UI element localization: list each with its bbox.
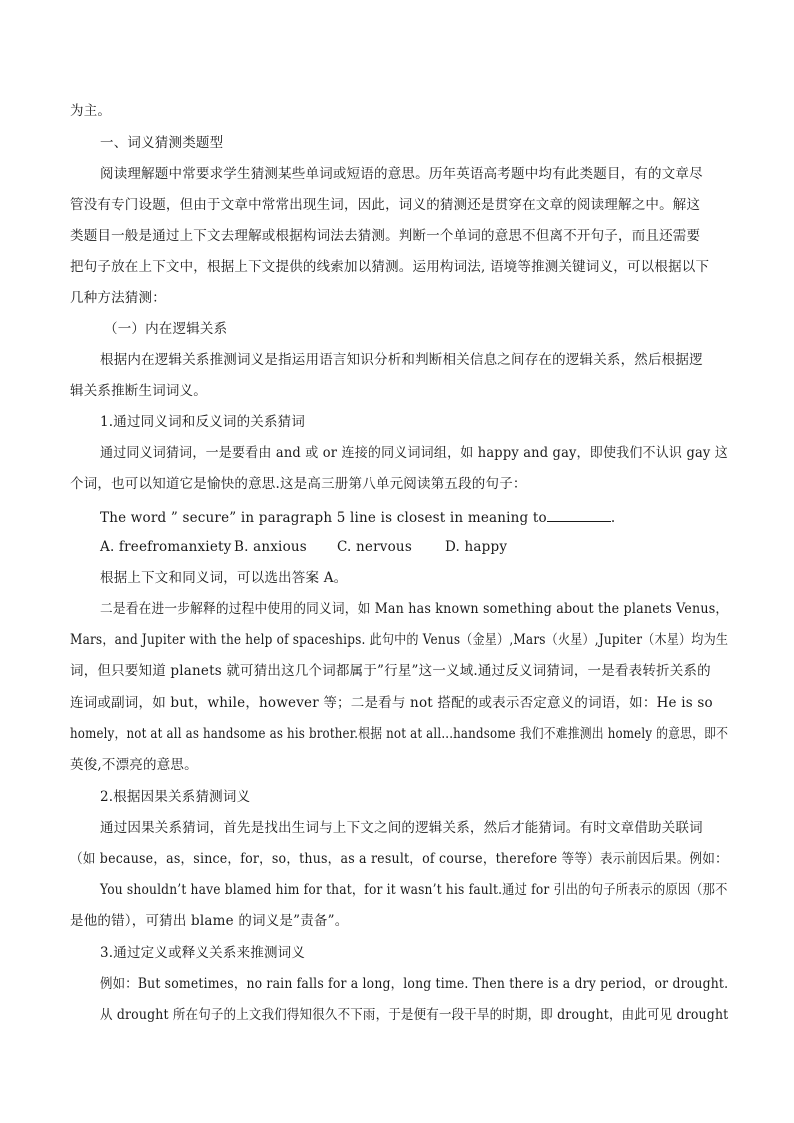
answer-options [100,537,507,557]
text-line: 为主。 [70,103,112,119]
text-line: 二是看在进一步解释的过程中使用的同义词，如 Man has known something about the planets Venus， [100,601,729,617]
text-line: 通过同义词猜词，一是要看由 and 或 or 连接的同义词词组，如 happy and gay，即使我们不认识 gay 这 [100,445,728,461]
question-end: . [610,510,616,526]
text-line: 根据上下文和同义词，可以选出答案 A。 [100,570,348,586]
option-d: D. happy [445,539,508,555]
text-line: 是他的错），可猜出 blame 的词义是”责备”。 [70,913,349,929]
text-line: 通过因果关系猜词，首先是找出生词与上下文之间的逻辑关系，然后才能猜词。有时文章借助关联词 [100,820,703,836]
subsection-heading: （一）内在逻辑关系 [104,321,228,337]
text-line: 从 drought 所在句子的上文我们得知很久不下雨，于是便有一段干旱的时期，即 drought，由此可见 drought [100,1007,729,1023]
text-line: 阅读理解题中常要求学生猜测某些单词或短语的意思。历年英语高考题中均有此类题目，有的文章尽 [100,166,703,182]
point-heading: 1.通过同义词和反义词的关系猜词 [100,414,306,430]
option-c: C. nervous [337,539,412,555]
text-line: 把句子放在上下文中，根据上下文提供的线索加以猜测。运用构词法, 语境等推测关键词义，可以根据以下 [70,259,710,275]
text-line: Mars，and Jupiter with the help of spaceships. 此句中的 Venus（金星）,Mars（火星）,Jupiter（木星）均为生 [70,632,729,648]
point-heading: 3.通过定义或释义关系来推测词义 [100,945,306,961]
text-line: 例如：But sometimes，no rain falls for a long，long time. Then there is a dry period，or drought. [100,976,729,992]
question-stem [100,507,615,528]
text-line: homely，not at all as handsome as his brother.根据 not at all...handsome 我们不难推测出 homely 的意思，即不 [70,726,729,742]
text-line: 管没有专门设题，但由于文章中常常出现生词，因此，词义的猜测还是贯穿在文章的阅读理解之中。解这 [70,197,701,213]
text-line: 类题目一般是通过上下文去理解或根据构词法去猜测。判断一个单词的意思不但离不开句子，而且还需要 [70,228,701,244]
question-text: The word ” secure” in paragraph 5 line is closest in meaning to [100,510,547,526]
option-a: A. freefromanxiety [100,539,232,555]
text-line: You shouldn’t have blamed him for that，for it wasn’t his fault.通过 for 引出的句子所表示的原因（那不 [100,882,728,898]
text-line: 连词或副词，如 but，while，however 等；二是看与 not 搭配的或表示否定意义的词语，如：He is so [70,695,713,711]
text-line: 几种方法猜测： [70,290,166,306]
text-line: 个词，也可以知道它是愉快的意思.这是高三册第八单元阅读第五段的句子： [70,476,527,492]
text-line: 英俊,不漂亮的意思。 [70,757,198,773]
option-b: B. anxious [234,539,307,555]
text-line: 根据内在逻辑关系推测词义是指运用语言知识分析和判断相关信息之间存在的逻辑关系，然后根据逻 [100,352,703,368]
text-line: （如 because，as，since，for，so，thus，as a result，of course，therefore 等等）表示前因后果。例如： [70,851,728,867]
answer-blank [547,507,611,522]
section-heading: 一、词义猜测类题型 [100,135,224,151]
point-heading: 2.根据因果关系猜测词义 [100,789,251,805]
text-line: 辑关系推断生词词义。 [70,383,207,399]
text-line: 词，但只要知道 planets 就可猜出这几个词都属于”行星”这一义域.通过反义词猜词，一是看表转折关系的 [70,663,711,679]
